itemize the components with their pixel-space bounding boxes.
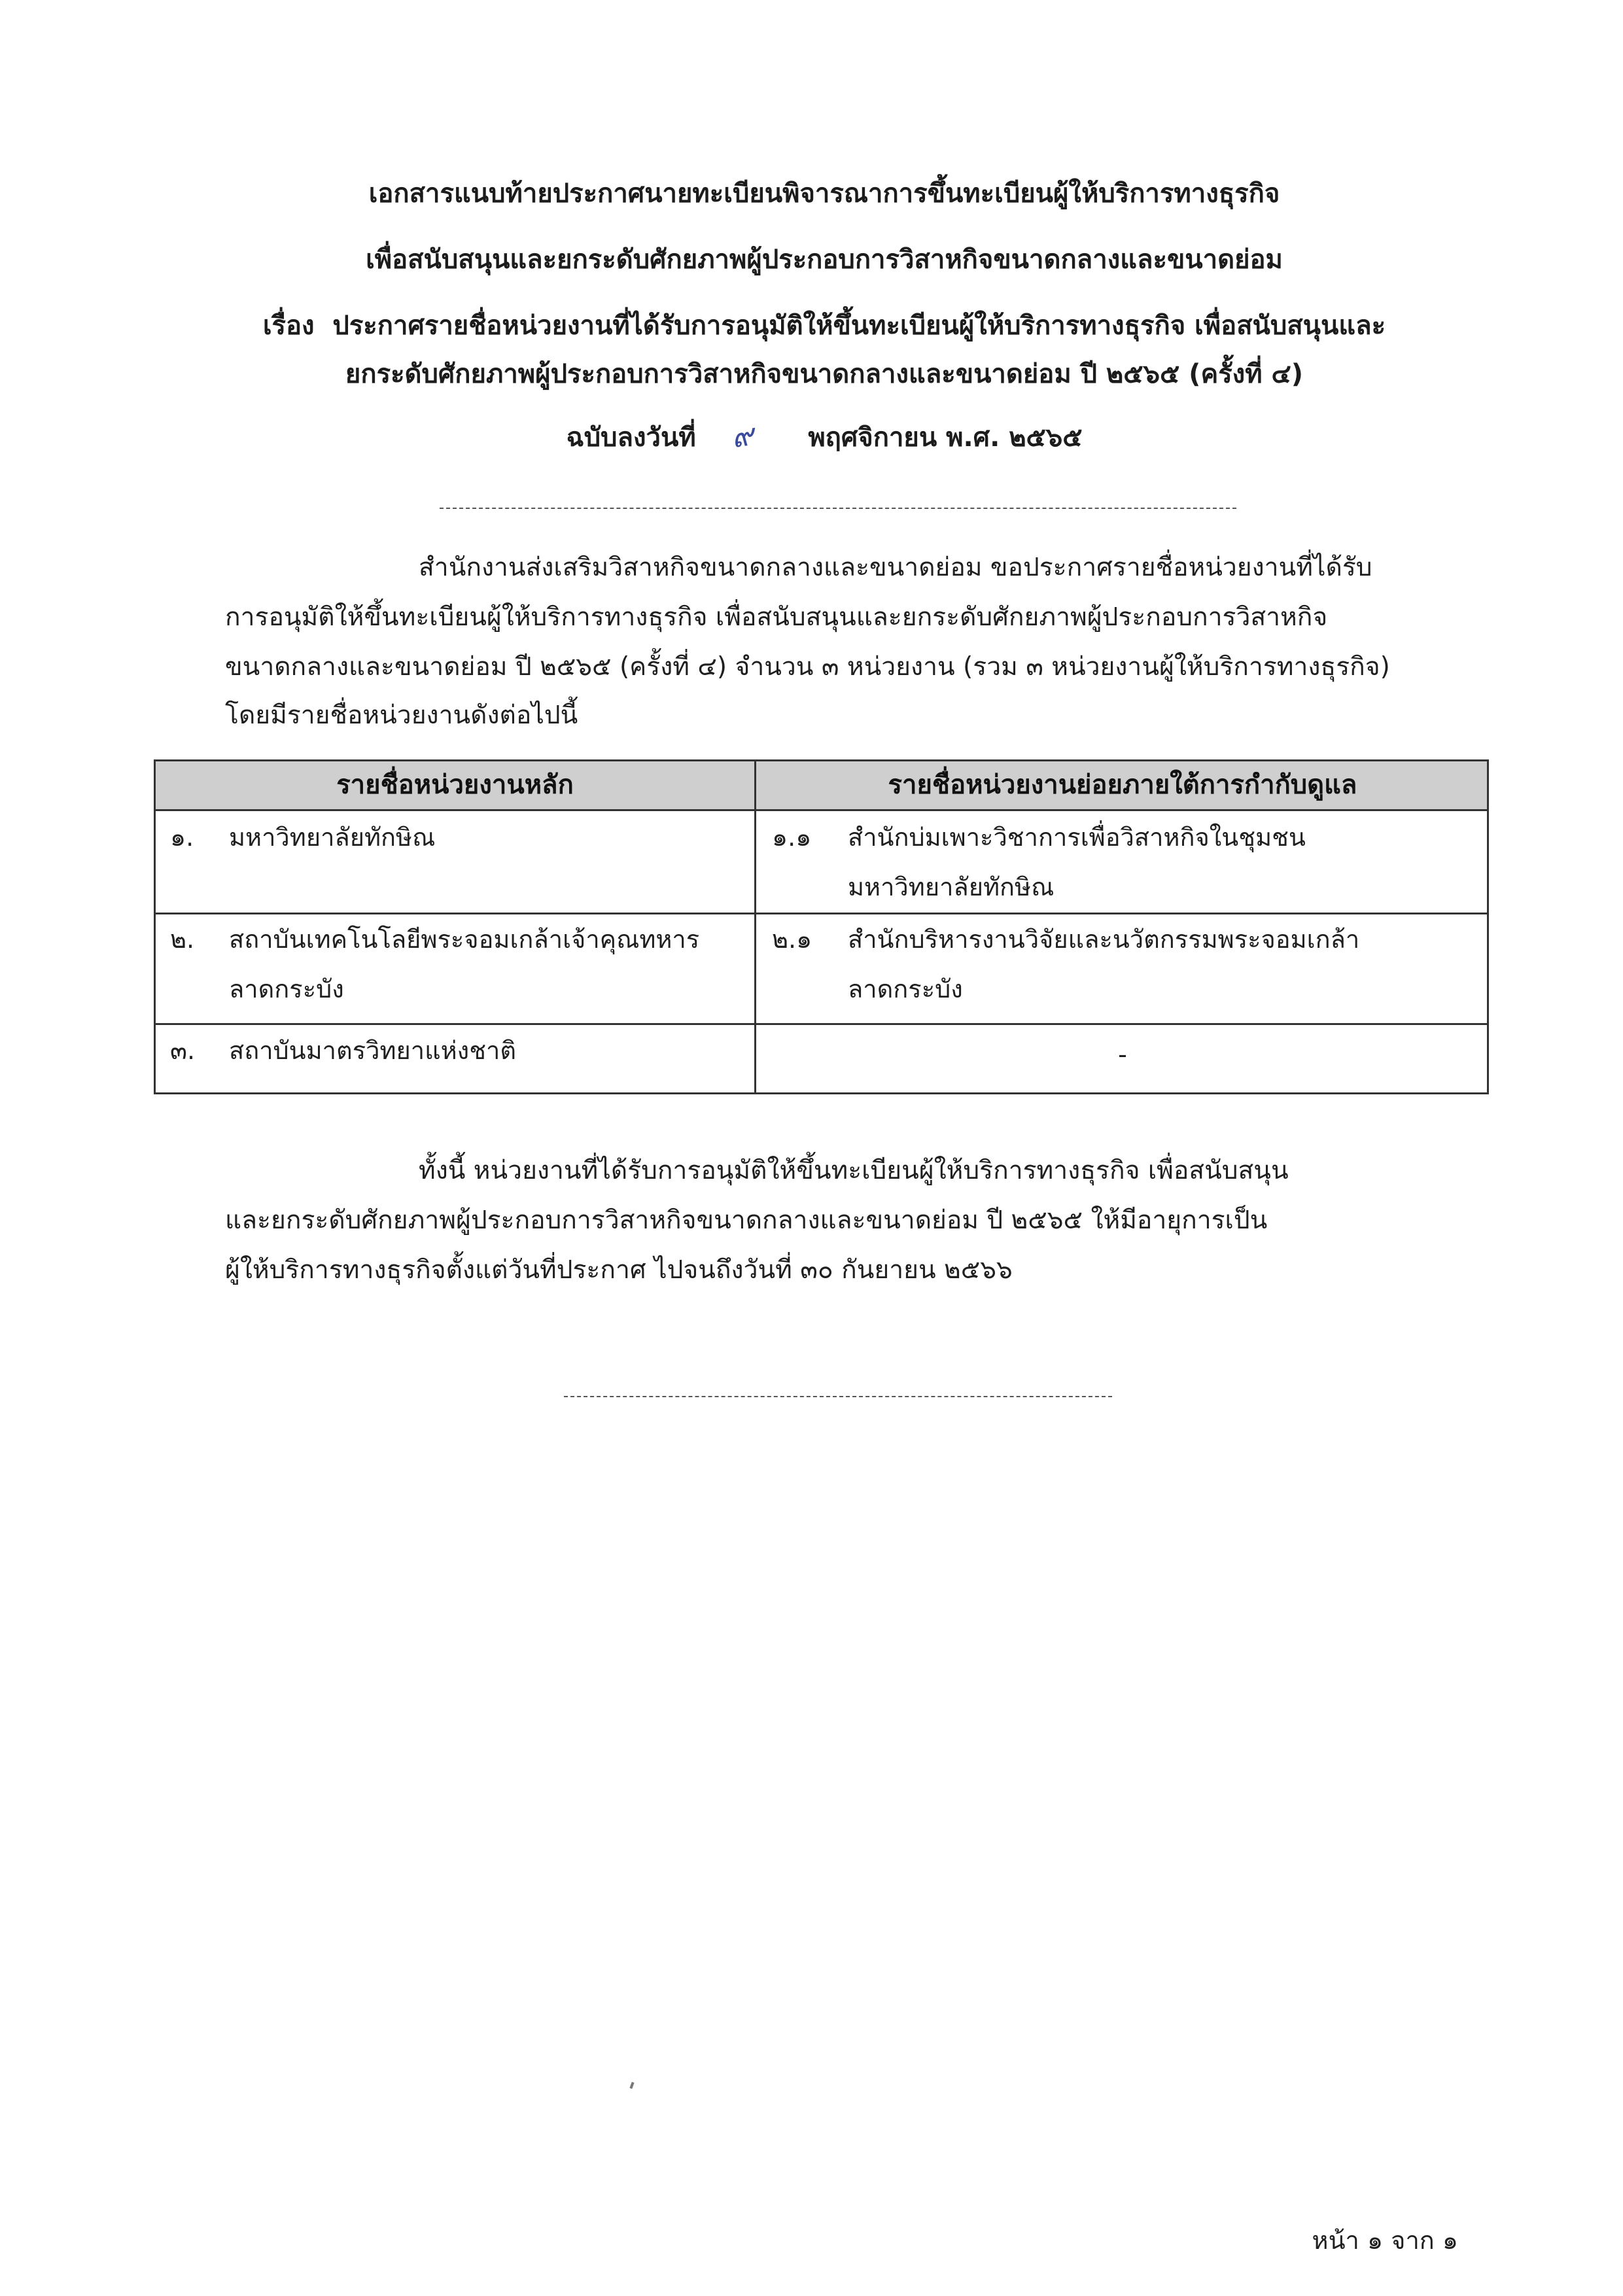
doc-title-line-1: เอกสารแนบท้ายประกาศนายทะเบียนพิจารณาการขึ้นทะเบียนผู้ให้บริการทางธุรกิจ bbox=[368, 179, 1280, 209]
header-sub-units: รายชื่อหน่วยงานย่อยภายใต้การกำกับดูแล bbox=[888, 770, 1357, 800]
main-unit-name: มหาวิทยาลัยทักษิณ bbox=[229, 823, 436, 852]
intro-line-2: การอนุมัติให้ขึ้นทะเบียนผู้ให้บริการทางธุรกิจ เพื่อสนับสนุนและยกระดับศักยภาพผู้ประกอบการวิสาหกิจ bbox=[225, 602, 1328, 632]
main-unit-number: ๓. bbox=[170, 1036, 196, 1065]
header-divider bbox=[440, 508, 1236, 509]
closing-line-3: ผู้ให้บริการทางธุรกิจตั้งแต่วันที่ประกาศ ไปจนถึงวันที่ ๓๐ กันยายน ๒๕๖๖ bbox=[225, 1255, 1013, 1285]
main-unit-name: สถาบันมาตรวิทยาแห่งชาติ bbox=[229, 1036, 517, 1065]
sub-unit-number: ๒.๑ bbox=[772, 925, 812, 954]
handwritten-day: ๙ bbox=[729, 416, 756, 455]
intro-line-3: ขนาดกลางและขนาดย่อม ปี ๒๕๖๕ (ครั้งที่ ๔) จำนวน ๓ หน่วยงาน (รวม ๓ หน่วยงานผู้ให้บริการทางธุรกิจ) bbox=[225, 652, 1390, 682]
main-unit-number: ๑. bbox=[170, 823, 194, 852]
intro-line-1: สำนักงานส่งเสริมวิสาหกิจขนาดกลางและขนาดย่อม ขอประกาศรายชื่อหน่วยงานที่ได้รับ bbox=[419, 553, 1372, 582]
row-divider bbox=[156, 1023, 1487, 1025]
sub-unit-name-cont: มหาวิทยาลัยทักษิณ bbox=[848, 873, 1055, 901]
sub-unit-number: ๑.๑ bbox=[772, 823, 812, 852]
subject-line-2: ยกระดับศักยภาพผู้ประกอบการวิสาหกิจขนาดกลางและขนาดย่อม ปี ๒๕๖๕ (ครั้งที่ ๔) bbox=[345, 359, 1304, 389]
sub-unit-name: สำนักบ่มเพาะวิชาการเพื่อวิสาหกิจในชุมชน bbox=[848, 823, 1306, 852]
sub-unit-empty-dash: - bbox=[1118, 1040, 1127, 1069]
date-rest: พฤศจิกายน พ.ศ. ๒๕๖๕ bbox=[808, 423, 1083, 453]
sub-unit-name: สำนักบริหารงานวิจัยและนวัตกรรมพระจอมเกล้า bbox=[848, 925, 1360, 954]
closing-line-2: และยกระดับศักยภาพผู้ประกอบการวิสาหกิจขนาดกลางและขนาดย่อม ปี ๒๕๖๕ ให้มีอายุการเป็น bbox=[225, 1206, 1268, 1235]
table-header-row bbox=[156, 761, 1487, 811]
subject-label: เรื่อง bbox=[262, 311, 315, 341]
sub-unit-name-cont: ลาดกระบัง bbox=[848, 975, 963, 1003]
header-main-units: รายชื่อหน่วยงานหลัก bbox=[336, 770, 574, 800]
main-unit-name-cont: ลาดกระบัง bbox=[229, 975, 344, 1003]
doc-title-line-2: เพื่อสนับสนุนและยกระดับศักยภาพผู้ประกอบการวิสาหกิจขนาดกลางและขนาดย่อม bbox=[366, 245, 1283, 275]
units-table bbox=[154, 759, 1489, 1094]
intro-line-4: โดยมีรายชื่อหน่วยงานดังต่อไปนี้ bbox=[225, 701, 578, 730]
subject-text-1: ประกาศรายชื่อหน่วยงานที่ได้รับการอนุมัติให้ขึ้นทะเบียนผู้ให้บริการทางธุรกิจ เพื่อสนับสนุนและ bbox=[332, 311, 1386, 341]
main-unit-name: สถาบันเทคโนโลยีพระจอมเกล้าเจ้าคุณทหาร bbox=[229, 925, 700, 954]
dateline bbox=[131, 416, 1518, 457]
subject-line-1 bbox=[131, 306, 1518, 345]
closing-line-1: ทั้งนี้ หน่วยงานที่ได้รับการอนุมัติให้ขึ้นทะเบียนผู้ให้บริการทางธุรกิจ เพื่อสนับสนุน bbox=[419, 1156, 1289, 1185]
page-number: หน้า ๑ จาก ๑ bbox=[1312, 2226, 1458, 2255]
main-unit-number: ๒. bbox=[170, 925, 195, 954]
end-divider bbox=[564, 1396, 1112, 1397]
date-prefix: ฉบับลงวันที่ bbox=[566, 423, 696, 453]
scan-speck bbox=[629, 2082, 634, 2089]
